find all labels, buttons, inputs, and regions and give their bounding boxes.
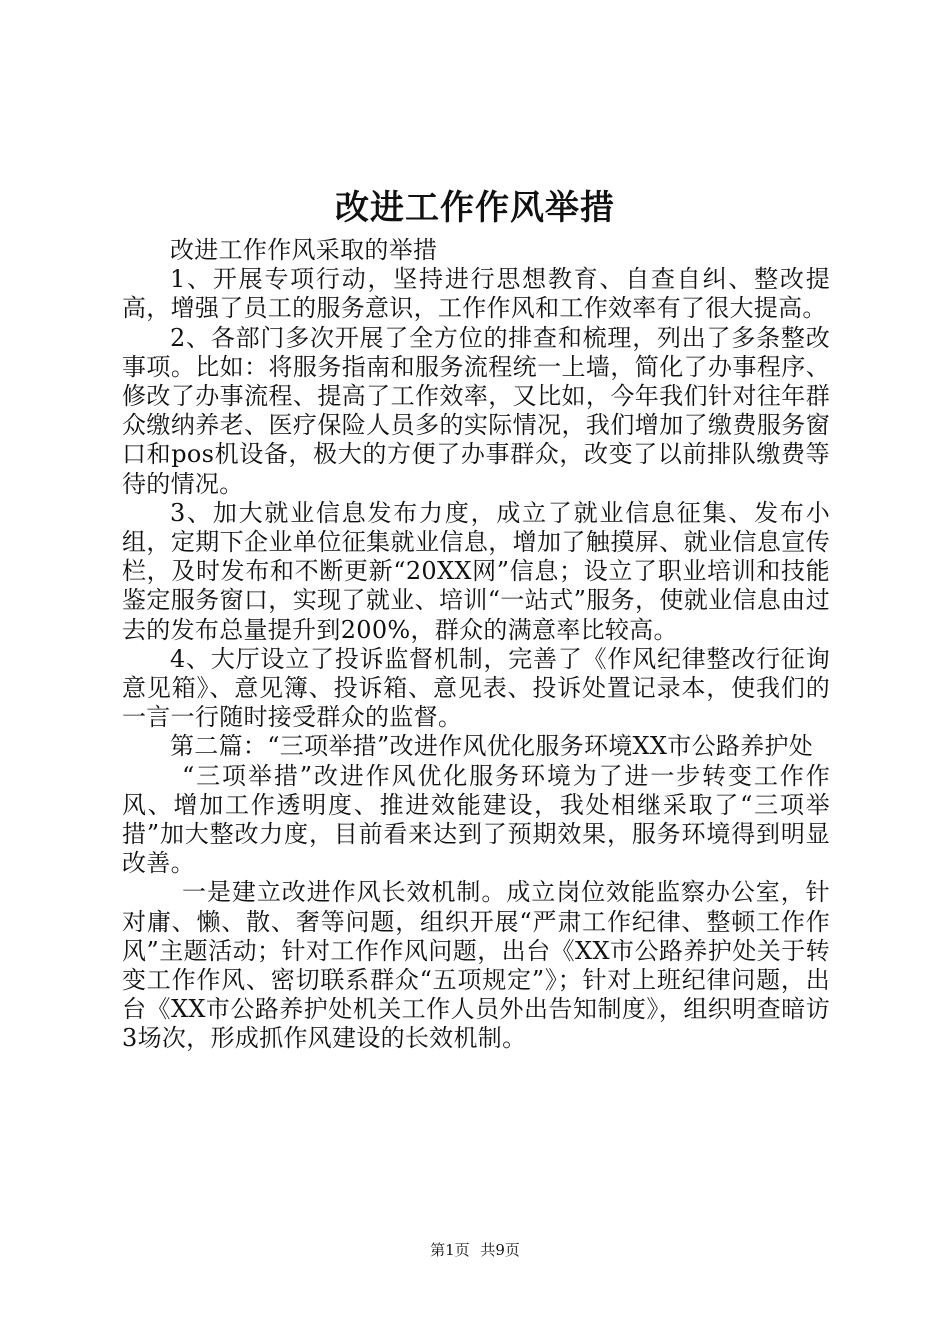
paragraph-subtitle: 改进工作作风采取的举措 <box>170 236 438 264</box>
document-body <box>122 236 830 1054</box>
paragraph-section-heading: 第二篇：“三项举措”改进作风优化服务环境XX市公路养护处 <box>170 732 814 761</box>
page-total: 共9页 <box>480 1241 520 1259</box>
paragraph-item-1: 1、开展专项行动，坚持进行思想教育、自查自纠、整改提高，增强了员工的服务意识，工作作风和工作效率有了很大提高。 <box>122 265 830 323</box>
paragraph-item-4: 4、大厅设立了投诉监督机制，完善了《作风纪律整改行征询意见箱》、意见簿、投诉箱、意见表、投诉处置记录本，使我们的一言一行随时接受群众的监督。 <box>122 644 830 732</box>
paragraph-measure-1: 一是建立改进作风长效机制。成立岗位效能监察办公室，针对庸、懒、散、奢等问题，组织开展“严肃工作纪律、整顿工作作风”主题活动；针对工作作风问题，出台《XX市公路养护处关于转变工作作风、密切联系群众“五项规定”》；针对上班纪律问题，出台《XX市公路养护处机关工作人员外出告知制度》，组织明查暗访3场次，形成抓作风建设的长效机制。 <box>122 878 830 1053</box>
paragraph-item-2: 2、各部门多次开展了全方位的排查和梳理，列出了多条整改事项。比如：将服务指南和服务流程统一上墙，简化了办事程序、修改了办事流程、提高了工作效率，又比如，今年我们针对往年群众缴纳养老、医疗保险人员多的实际情况，我们增加了缴费服务窗口和pos机设备，极大的方便了办事群众，改变了以前排队缴费等待的情况。 <box>122 323 830 498</box>
page-footer <box>0 1240 950 1260</box>
paragraph-intro: “三项举措”改进作风优化服务环境为了进一步转变工作作风、增加工作透明度、推进效能建设，我处相继采取了“三项举措”加大整改力度，目前看来达到了预期效果，服务环境得到明显改善。 <box>122 761 830 878</box>
page-number: 第1页 <box>430 1241 470 1259</box>
document-title: 改进工作作风举措 <box>335 188 615 228</box>
paragraph-item-3: 3、加大就业信息发布力度，成立了就业信息征集、发布小组，定期下企业单位征集就业信息，增加了触摸屏、就业信息宣传栏，及时发布和不断更新“20XX网”信息；设立了职业培训和技能鉴定服务窗口，实现了就业、培训“一站式”服务，使就业信息由过去的发布总量提升到200%，群众的满意率比较高。 <box>122 498 830 644</box>
